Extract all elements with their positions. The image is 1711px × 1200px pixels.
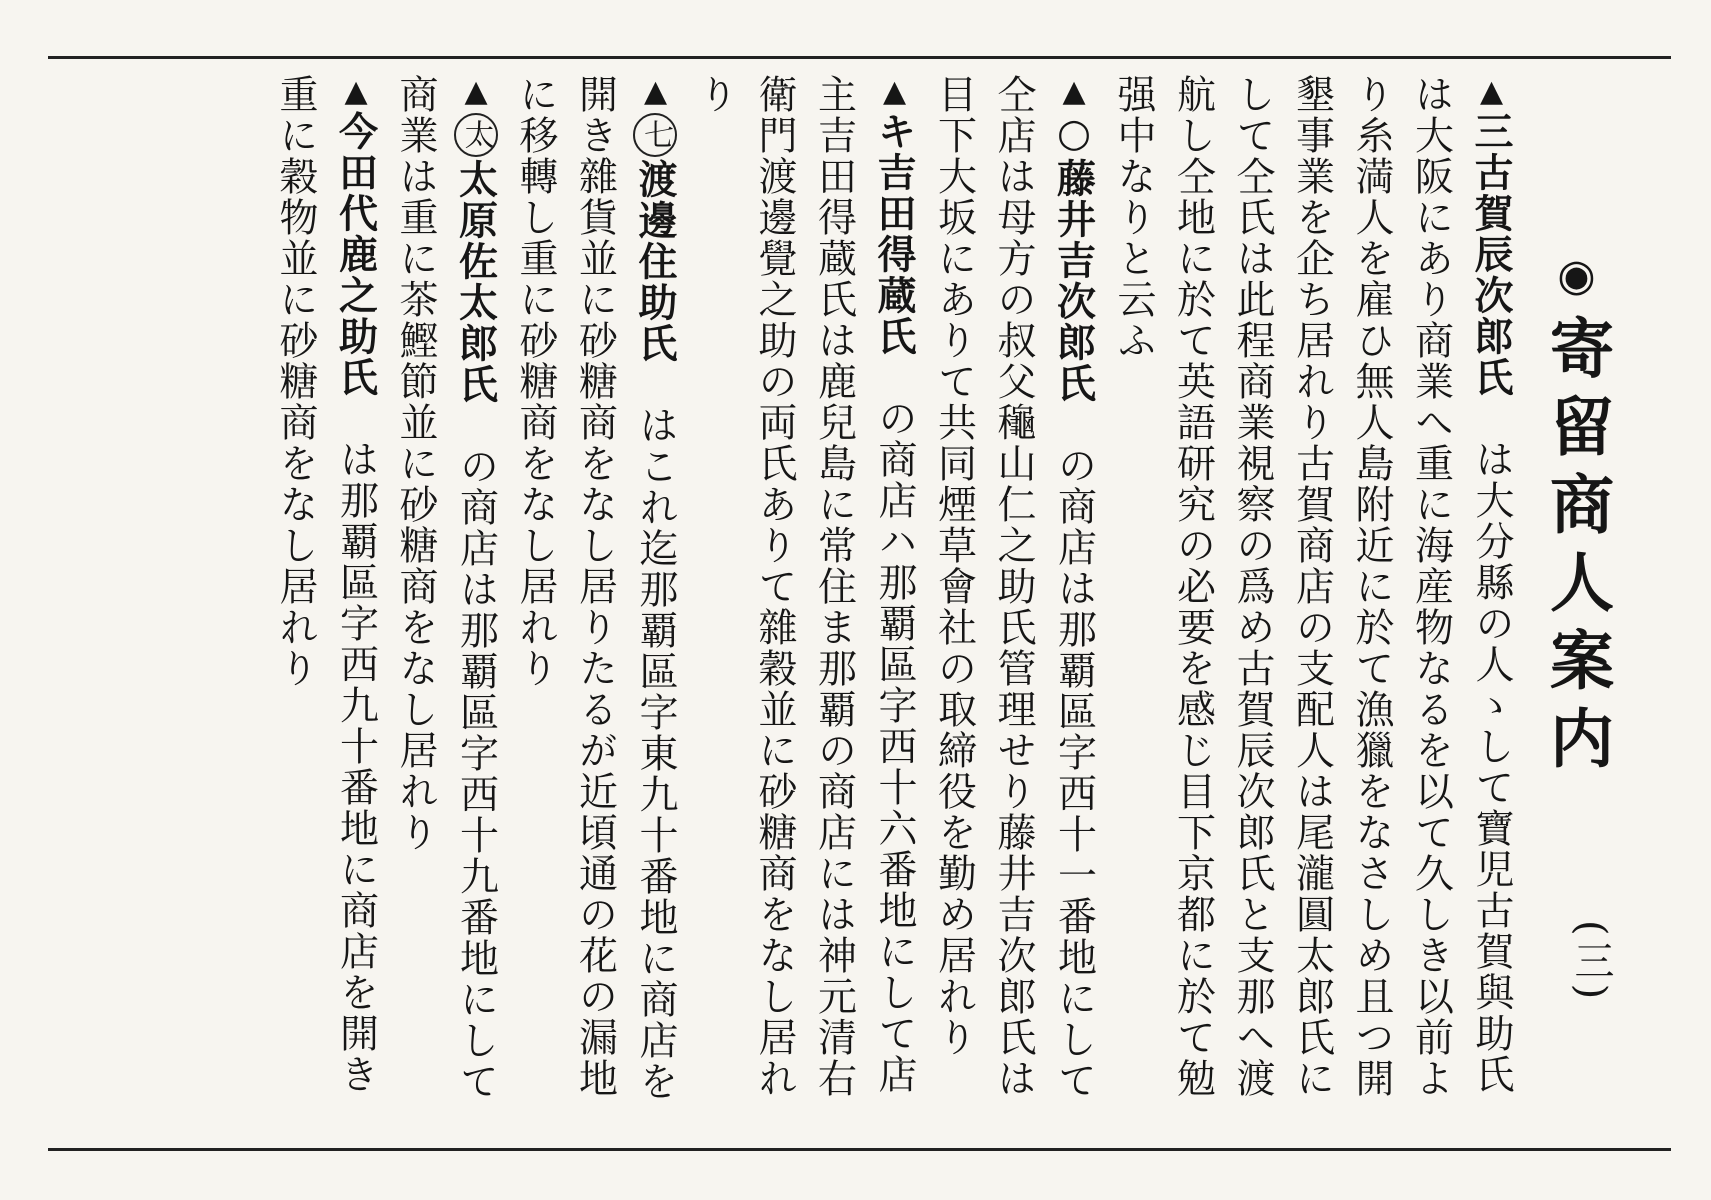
entry-name: 太原佐太郎氏: [452, 159, 499, 405]
entry-text: は那覇區字西九十番地に商店を開き重に穀物並に砂糖商をなし居れり: [273, 74, 379, 1095]
title-ornament: ◉: [1551, 250, 1602, 315]
part-number: (三): [1568, 920, 1614, 1004]
entry-text: は大分縣の人ゝして寶児古賀與助氏は大阪にあり商業へ重に海産物なるを以て久しき以前より糸満人を雇ひ無人島附近に於て漁獵をなさしめ且つ開墾事業を企ち居れり古賀商店の支配人は尾瀧圓太郎氏にして仝氏は此程商業視察の爲め古賀辰次郎氏と支那へ渡航し仝地に於て英語研究の必要を感じ目下京都に於て勉强中なりと云ふ: [1111, 74, 1514, 1099]
entry-yoshida: [685, 74, 924, 1134]
entry-koga: [1104, 74, 1522, 1134]
entry-text: の商店ハ那覇區字西十六番地にして店主吉田得蔵氏は鹿兒島に常住ま那覇の商店には神元清右衛門渡邊覺之助の両氏ありて雜穀並に砂糖商をなし居れり: [692, 74, 917, 1099]
bottom-rule: [48, 1148, 1671, 1151]
entry-text: はこれ迄那覇區字東九十番地に商店を開き雜貨並に砂糖商をなし居りたるが近頃通の花の漏地に移轉し重に砂糖商をなし居れり: [513, 74, 678, 1102]
circled-mark-badge: 太: [454, 113, 498, 157]
entry-name: 渡邊住助氏: [632, 159, 678, 364]
entry-name: キ吉田得蔵氏: [871, 111, 917, 357]
triangle-marker-icon: ▲: [1474, 74, 1509, 111]
entry-name: 三古賀辰次郎氏: [1468, 111, 1514, 398]
entry-name: 今田代鹿之助氏: [332, 111, 379, 398]
entry-text: の商店は那覇區字西十一番地にして仝店は母方の叔父龝山仁之助氏管理せり藤井吉次郎氏は目下大坂にありて共同煙草會社の取締役を勤め居れり: [931, 74, 1097, 1101]
entry-watanabe: [506, 74, 686, 1134]
triangle-marker-icon: ▲: [1056, 74, 1092, 111]
triangle-marker-icon: ▲: [638, 74, 673, 111]
top-rule: [48, 56, 1671, 59]
entry-text: の商店は那覇區字西十九番地にして商業は重に茶鰹節並に砂糖商をなし居れり: [393, 74, 499, 1102]
entry-fujii: [924, 74, 1104, 1134]
entry-tashiro: [266, 74, 386, 1134]
section-title: [1539, 250, 1614, 783]
triangle-marker-icon: ▲: [458, 74, 494, 111]
circled-mark-badge: 七: [633, 113, 677, 157]
entry-name: 藤井吉次郎氏: [1050, 158, 1097, 404]
triangle-marker-icon: ▲: [338, 74, 374, 111]
entry-ohara: [386, 74, 506, 1134]
article-body: [81, 74, 1521, 1134]
circle-badge: ○: [1051, 111, 1097, 158]
title-text: 寄留商人案内: [1539, 315, 1614, 783]
triangle-marker-icon: ▲: [877, 74, 912, 111]
